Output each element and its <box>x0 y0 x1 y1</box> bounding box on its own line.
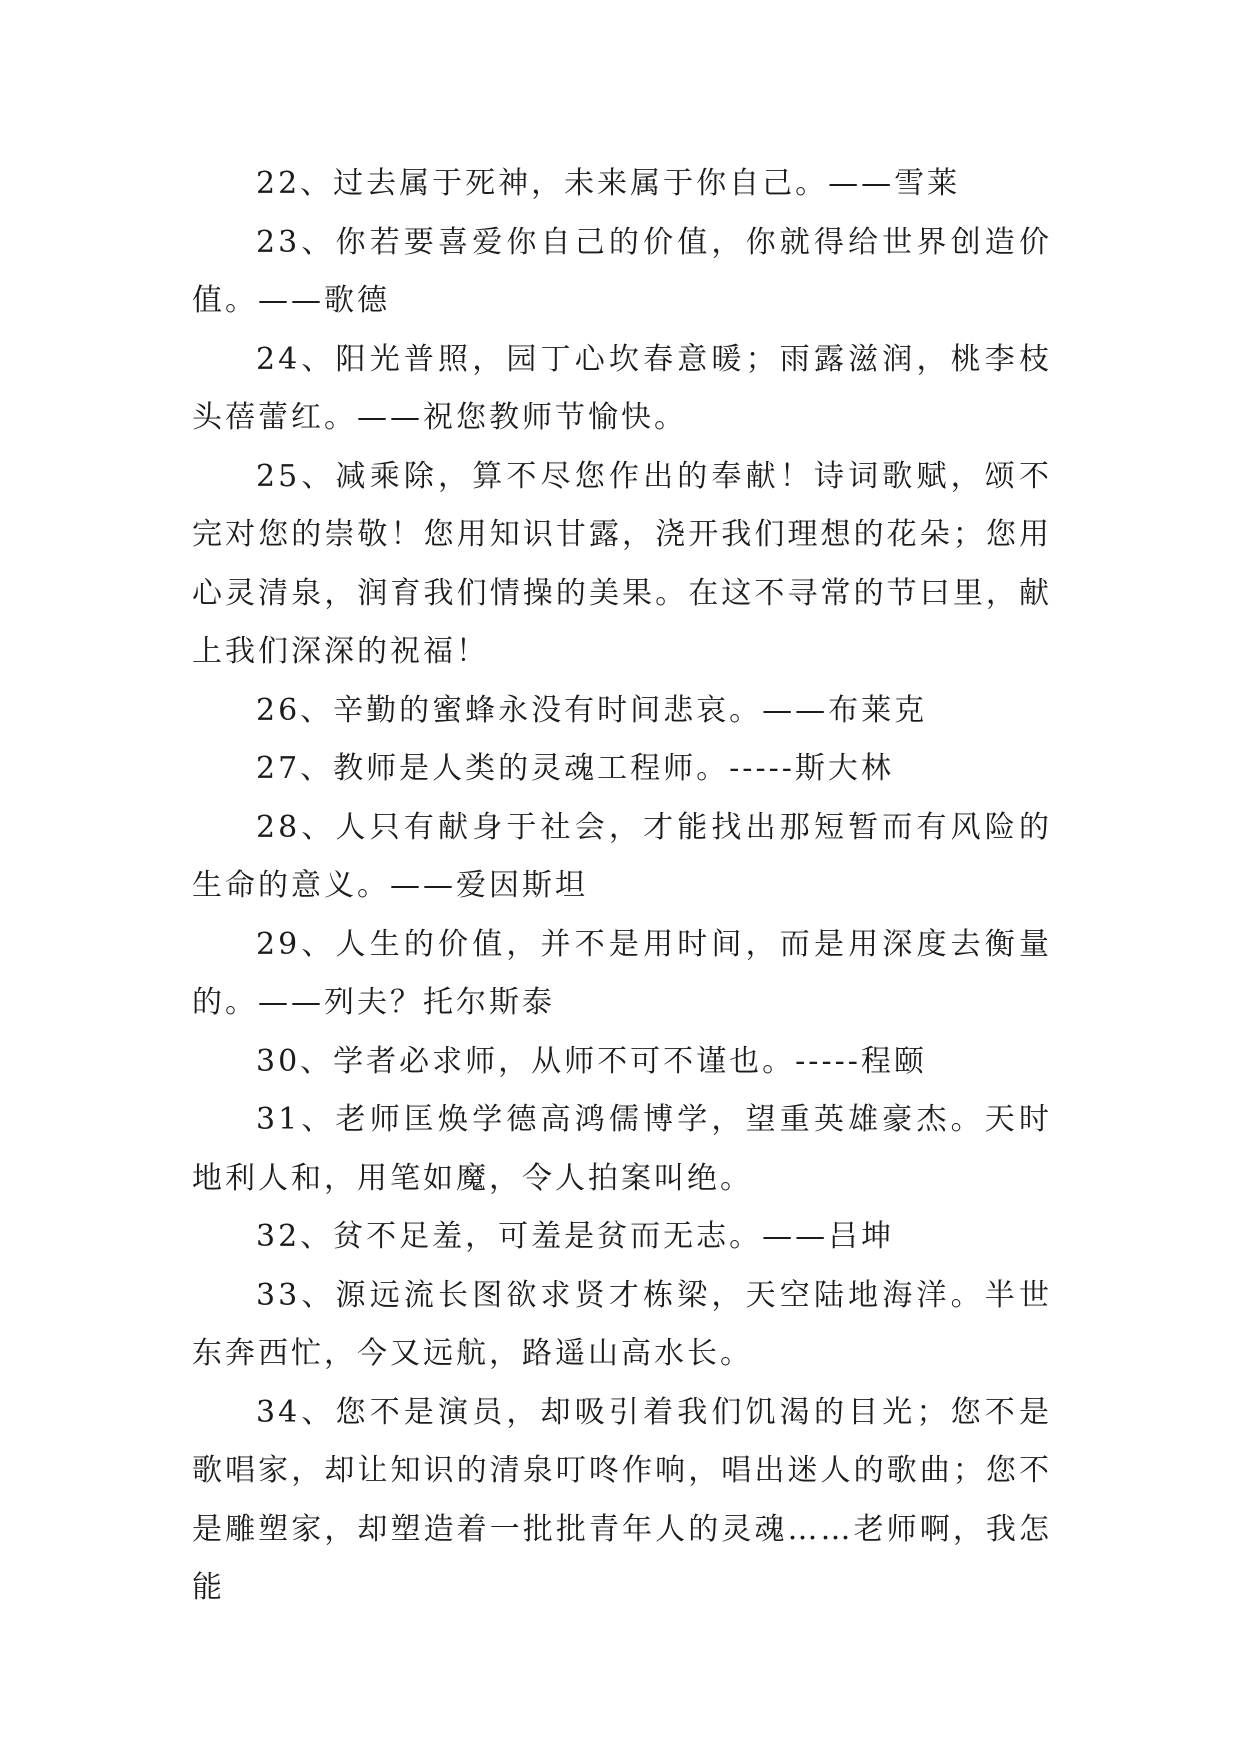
document-body <box>192 155 1052 1618</box>
paragraph-27: 27、教师是人类的灵魂工程师。-----斯大林 <box>256 751 894 786</box>
paragraph-33: 33、源远流长图欲求贤才栋梁，天空陆地海洋。半世东奔西忙，今又远航，路遥山高水长。 <box>192 1277 1052 1371</box>
paragraph-32: 32、贫不足羞，可羞是贫而无志。——吕坤 <box>256 1219 895 1254</box>
paragraph-25: 25、减乘除，算不尽您作出的奉献！诗词歌赋，颂不完对您的崇敬！您用知识甘露，浇开我们理想的花朵；您用心灵清泉，润育我们情操的美果。在这不寻常的节曰里，献上我们深深的祝福！ <box>192 458 1052 669</box>
paragraph-26: 26、辛勤的蜜蜂永没有时间悲哀。——布莱克 <box>256 692 928 728</box>
paragraph-22: 22、过去属于死神，未来属于你自己。——雪莱 <box>256 166 961 201</box>
paragraph-24: 24、阳光普照，园丁心坎春意暖；雨露滋润，桃李枝头蓓蕾红。——祝您教师节愉快。 <box>192 341 1052 435</box>
paragraph-28: 28、人只有献身于社会，才能找出那短暂而有风险的生命的意义。——爱因斯坦 <box>192 809 1052 903</box>
paragraph-31: 31、老师匡焕学德高鸿儒博学，望重英雄豪杰。天时地利人和，用笔如魔，令人拍案叫绝。 <box>192 1102 1052 1196</box>
paragraph-29: 29、人生的价值，并不是用时间，而是用深度去衡量的。——列夫？托尔斯泰 <box>192 926 1052 1020</box>
paragraph-23: 23、你若要喜爱你自己的价值，你就得给世界创造价值。——歌德 <box>192 224 1052 318</box>
paragraph-34: 34、您不是演员，却吸引着我们饥渴的目光；您不是歌唱家，却让知识的清泉叮咚作响，唱出迷人的歌曲；您不是雕塑家，却塑造着一批批青年人的灵魂……老师啊，我怎能 <box>192 1394 1052 1605</box>
paragraph-30: 30、学者必求师，从师不可不谨也。-----程颐 <box>256 1043 927 1079</box>
